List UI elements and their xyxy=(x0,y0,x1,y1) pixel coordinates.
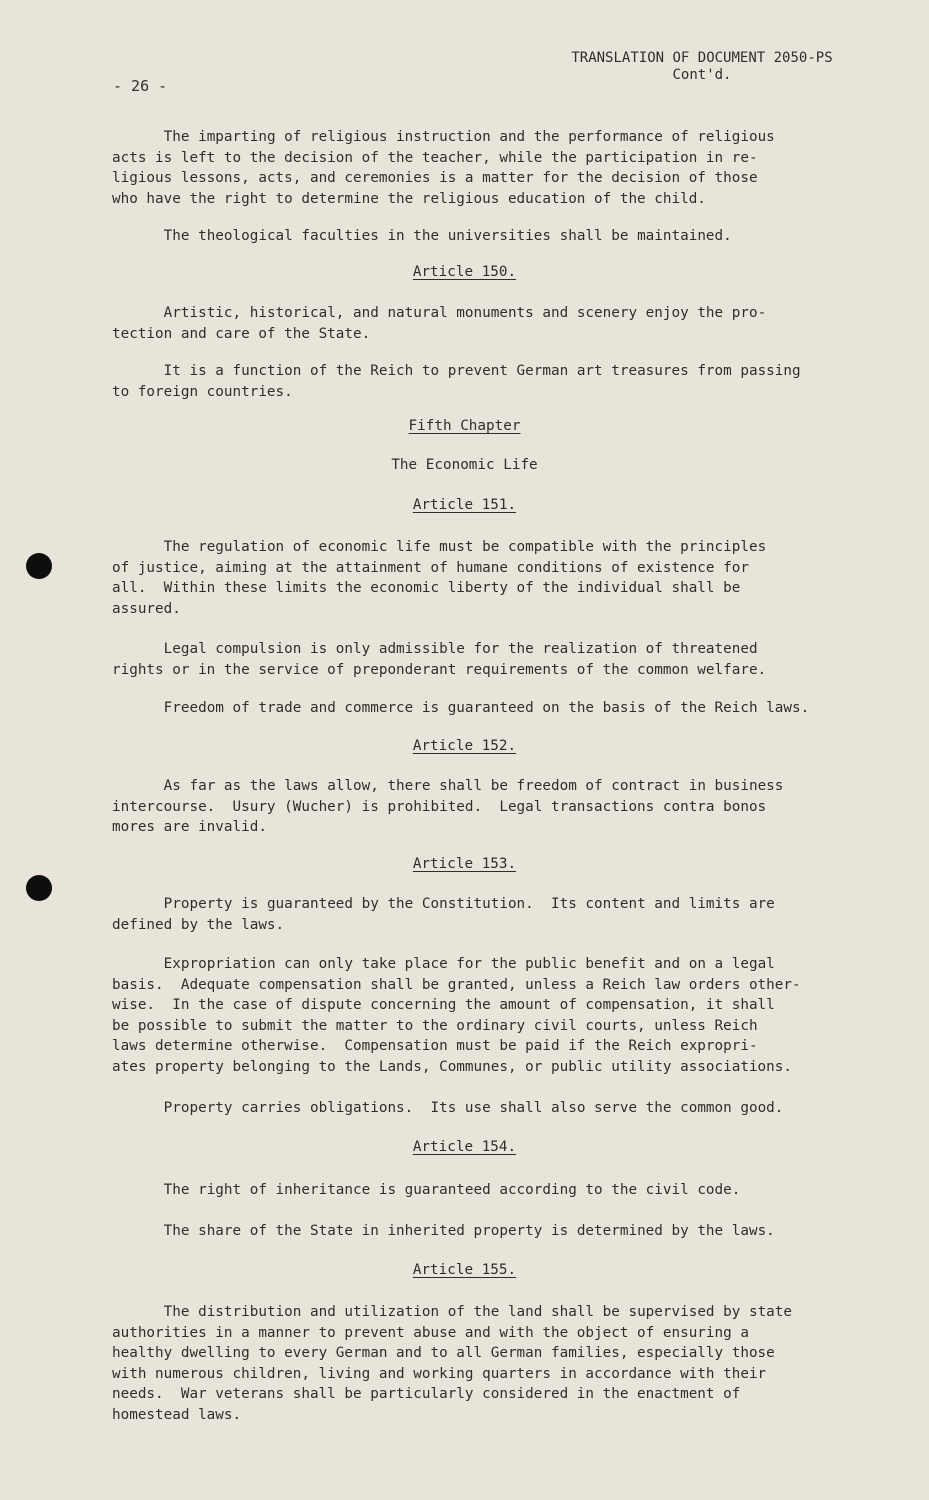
article-heading: Article 150. xyxy=(412,264,517,280)
paragraph: The regulation of economic life must be compatible with the principles of justice, aiming at the attainment of humane conditions of existence for all. Within these limits the economic liberty of the individual shall be assured. xyxy=(112,539,767,617)
article-heading: Article 153. xyxy=(412,856,517,872)
article-heading: Article 152. xyxy=(412,738,517,754)
paragraph: Freedom of trade and commerce is guaranteed on the basis of the Reich laws. xyxy=(112,700,810,716)
paragraph: The share of the State in inherited property is determined by the laws. xyxy=(112,1223,775,1239)
page-number: - 26 - xyxy=(113,77,168,95)
paragraph: Property is guaranteed by the Constitution. Its content and limits are defined by the laws. xyxy=(112,896,775,933)
paragraph: Artistic, historical, and natural monuments and scenery enjoy the pro- tection and care of the State. xyxy=(112,305,767,342)
document-title: TRANSLATION OF DOCUMENT 2050-PS xyxy=(571,50,833,66)
article-heading: Article 154. xyxy=(412,1139,517,1155)
punch-hole xyxy=(26,553,52,579)
continued-label: Cont'd. xyxy=(672,67,732,83)
paragraph: Property carries obligations. Its use shall also serve the common good. xyxy=(112,1100,784,1116)
paragraph: Legal compulsion is only admissible for the realization of threatened rights or in the service of preponderant requirements of the common welfare. xyxy=(112,641,767,678)
paragraph: The right of inheritance is guaranteed according to the civil code. xyxy=(112,1182,741,1198)
punch-hole xyxy=(26,875,52,901)
paragraph: Expropriation can only take place for the public benefit and on a legal basis. Adequate compensation shall be granted, unless a Reich law orders other- wise. In the case of dispute concerning the amount of compensation, it shall be possible to submit the matter to the ordinary civil courts, unless Reich laws determine otherwise. Compensation must be paid if the Reich expropri- ates property belonging to the Lands, Communes, or public utility associations. xyxy=(112,956,801,1075)
paragraph: The distribution and utilization of the land shall be supervised by state authorities in a manner to prevent abuse and with the object of ensuring a healthy dwelling to every German and to all German families, especially those with numerous children, living and working quarters in accordance with their needs. War veterans shall be particularly considered in the enactment of homestead laws. xyxy=(112,1304,793,1423)
paragraph: The imparting of religious instruction and the performance of religious acts is left to the decision of the teacher, while the participation in re- ligious lessons, acts, and ceremonies is a matter for the decision of those who have the right to determine the religious education of the child. xyxy=(112,129,775,207)
chapter-heading: Fifth Chapter xyxy=(408,418,521,434)
article-heading: Article 155. xyxy=(412,1262,517,1278)
chapter-title: The Economic Life xyxy=(391,457,538,473)
paragraph: As far as the laws allow, there shall be freedom of contract in business intercourse. Usury (Wucher) is prohibited. Legal transactions contra bonos mores are invalid. xyxy=(112,778,784,835)
paragraph: It is a function of the Reich to prevent German art treasures from passing to foreign countries. xyxy=(112,363,801,400)
article-heading: Article 151. xyxy=(412,497,517,513)
paragraph: The theological faculties in the universities shall be maintained. xyxy=(112,228,732,244)
document-header xyxy=(552,50,852,84)
